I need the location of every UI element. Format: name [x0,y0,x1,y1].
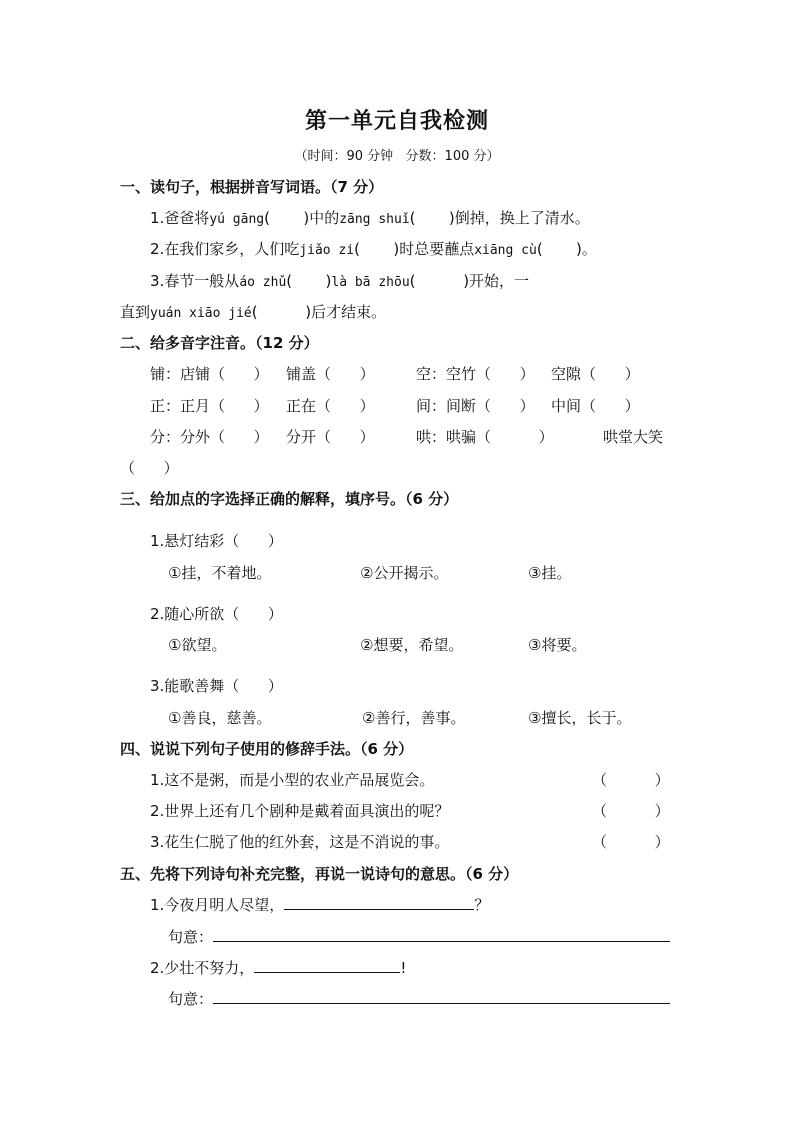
s2-item: 正在（ ） [286,397,375,415]
s2-item: 空：空竹（ ） [416,365,535,383]
s4-sentence: 2.世界上还有几个剧种是戴着面具演出的呢？ [150,802,450,820]
s1-line-4: 直到yuán xiāo jié( )后才结束。 [120,303,387,321]
s3-option: ①欲望。 [168,636,227,654]
s2-item: 中间（ ） [551,397,640,415]
poem-blank-2[interactable] [254,957,400,973]
s2-item: 哄：哄骗（ ） [416,428,554,446]
s3-option: ③挂。 [528,564,572,582]
s2-item: 分：分外（ ） [150,428,269,446]
s2-item: 铺盖（ ） [286,365,375,383]
s5-meaning-2: 句意： [168,988,670,1009]
poem-blank-1[interactable] [284,894,474,910]
s3-question-1: 1.悬灯结彩（ ） [150,532,283,550]
s4-answer-blank[interactable]: （ ） [592,771,670,789]
section-3-heading: 三、给加点的字选择正确的解释，填序号。（6 分） [120,490,459,508]
s2-item: 哄堂大笑 [603,428,664,446]
s3-option: ①挂，不着地。 [168,564,272,582]
s3-question-2: 2.随心所欲（ ） [150,605,283,623]
s3-question-3: 3.能歌善舞（ ） [150,677,283,695]
section-5-heading: 五、先将下列诗句补充完整，再说一说诗句的意思。（6 分） [120,865,519,883]
s2-item: 空隙（ ） [551,365,640,383]
s5-question-1: 1.今夜月明人尽望， ？ [150,896,490,914]
section-2-heading: 二、给多音字注音。（12 分） [120,334,319,352]
s3-option: ②公开揭示。 [360,564,449,582]
s4-sentence: 3.花生仁脱了他的红外套，这是不消说的事。 [150,833,450,851]
s4-sentence: 1.这不是粥，而是小型的农业产品展览会。 [150,771,435,789]
s3-option: ②想要，希望。 [360,636,464,654]
s4-answer-blank[interactable]: （ ） [592,802,670,820]
s2-item: 正：正月（ ） [150,397,269,415]
s2-item: 铺：店铺（ ） [150,365,269,383]
s4-answer-blank[interactable]: （ ） [592,833,670,851]
section-4-heading: 四、说说下列句子使用的修辞手法。（6 分） [120,740,414,758]
s3-option: ①善良，慈善。 [168,709,272,727]
s5-meaning-1: 句意： [168,926,670,947]
meaning-blank-2[interactable] [213,988,670,1004]
s1-line-1: 1.爸爸将yú gāng( )中的zāng shuǐ( )倒掉，换上了清水。 [150,209,590,227]
s1-line-2: 2.在我们家乡，人们吃jiǎo zi( )时总要蘸点xiāng cù( )。 [150,240,597,258]
s2-item: （ ） [120,459,179,477]
page-title: 第一单元自我检测 [304,109,489,134]
s2-item: 间：间断（ ） [416,397,535,415]
s3-option: ③擅长，长于。 [528,709,632,727]
s5-question-2: 2.少壮不努力， ! [150,959,407,977]
s3-option: ②善行，善事。 [362,709,466,727]
s1-line-3: 3.春节一般从áo zhǔ( )là bā zhōu( )开始，一 [150,272,530,290]
meaning-blank-1[interactable] [213,926,670,942]
s3-option: ③将要。 [528,636,587,654]
section-1-heading: 一、读句子，根据拼音写词语。（7 分） [120,178,384,196]
s2-item: 分开（ ） [286,428,375,446]
exam-info: （时间：90 分钟 分数：100 分） [294,149,500,164]
